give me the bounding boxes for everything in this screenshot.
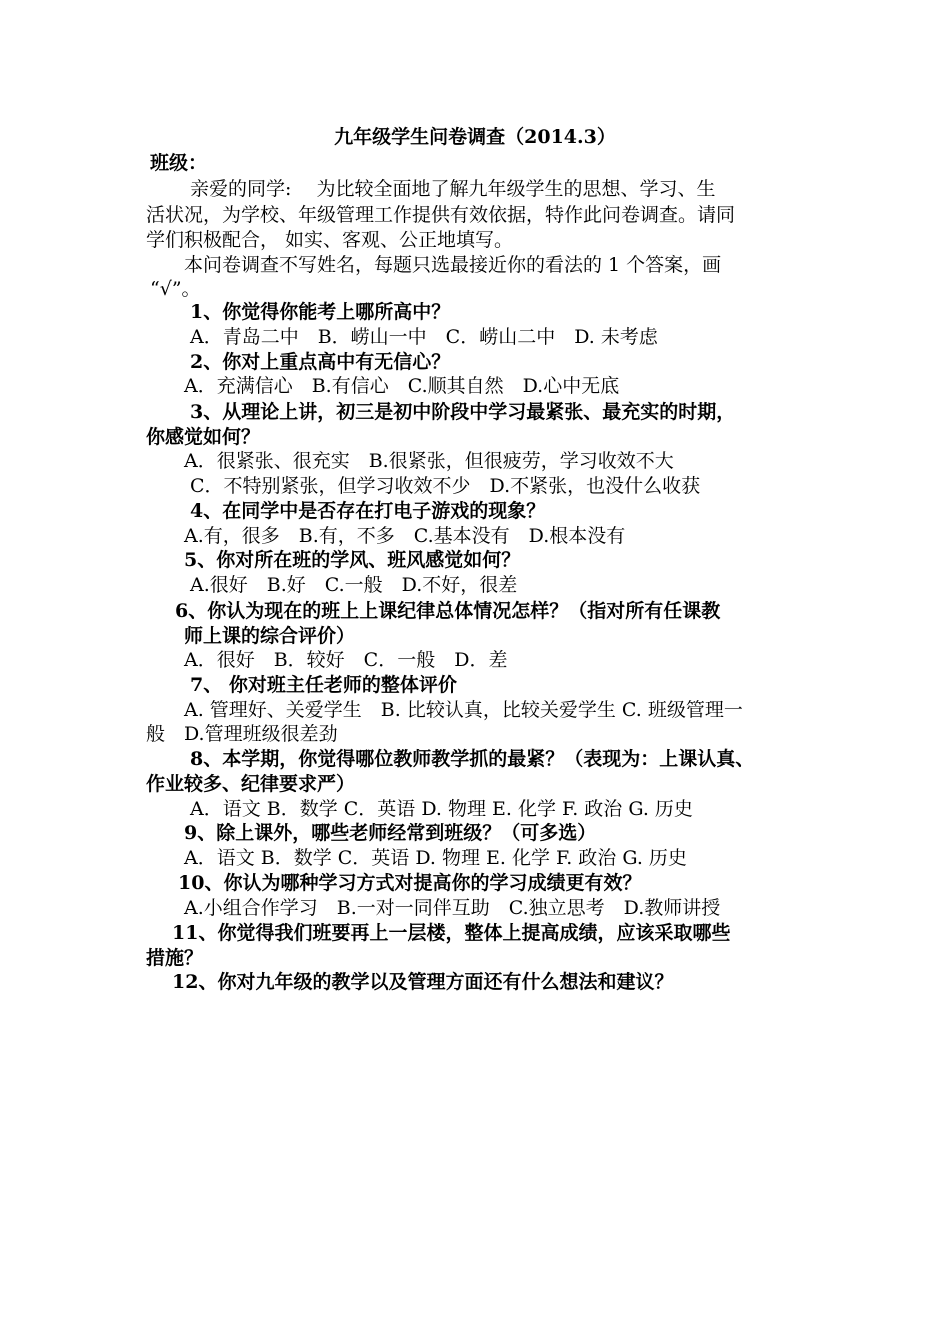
question-12: 12、你对九年级的教学以及管理方面还有什么想法和建议？ — [172, 971, 674, 993]
answer-7-line-1: A. 管理好、关爱学生 B. 比较认真，比较关爱学生 C. 班级管理一 — [184, 699, 743, 721]
question-4: 4、在同学中是否存在打电子游戏的现象？ — [190, 500, 546, 522]
question-3-line-2: 你感觉如何？ — [146, 426, 261, 448]
answer-3-line-1: A．很紧张、很充实 B.很紧张，但很疲劳，学习收效不大 — [184, 450, 674, 472]
answer-10: A.小组合作学习 B.一对一同伴互助 C.独立思考 D.教师讲授 — [184, 897, 721, 919]
question-2: 2、你对上重点高中有无信心？ — [190, 351, 451, 373]
question-1: 1、你觉得你能考上哪所高中？ — [190, 301, 451, 323]
answer-9: A．语文 B．数学 C．英语 D. 物理 E. 化学 F. 政治 G. 历史 — [184, 847, 687, 869]
question-11-line-1: 11、你觉得我们班要再上一层楼，整体上提高成绩，应该采取哪些 — [172, 922, 731, 944]
document-title: 九年级学生问卷调查（2014.3） — [334, 126, 616, 148]
answer-2: A．充满信心 B.有信心 C.顺其自然 D.心中无底 — [184, 375, 620, 397]
question-6-line-2: 师上课的综合评价） — [184, 625, 356, 647]
answer-1: A．青岛二中 B．崂山一中 C．崂山二中 D. 未考虑 — [190, 326, 658, 348]
question-5: 5、你对所在班的学风、班风感觉如何？ — [184, 549, 521, 571]
intro-line-3: 学们积极配合， 如实、客观、公正地填写。 — [146, 229, 514, 251]
answer-6: A．很好 B．较好 C．一般 D．差 — [184, 649, 508, 671]
question-7: 7、 你对班主任老师的整体评价 — [190, 674, 457, 696]
class-label: 班级： — [150, 152, 208, 174]
intro-line-2: 活状况，为学校、年级管理工作提供有效依据，特作此问卷调查。请同 — [146, 204, 736, 226]
answer-5: A.很好 B.好 C.一般 D.不好，很差 — [190, 574, 518, 596]
question-11-line-2: 措施？ — [146, 947, 204, 969]
question-6-line-1: 6、你认为现在的班上上课纪律总体情况怎样？（指对所有任课教 — [175, 600, 721, 622]
answer-3-line-2: C．不特别紧张，但学习收效不少 D.不紧张，也没什么收获 — [190, 475, 701, 497]
intro-line-5: “√”。 — [150, 278, 201, 300]
question-8-line-1: 8、本学期，你觉得哪位教师教学抓的最紧？（表现为：上课认真、 — [190, 748, 755, 770]
answer-7-line-2: 般 D.管理班级很差劲 — [146, 723, 338, 745]
question-9: 9、除上课外，哪些老师经常到班级？（可多选） — [184, 822, 597, 844]
intro-line-1: 亲爱的同学: 为比较全面地了解九年级学生的思想、学习、生 — [190, 178, 716, 200]
question-3-line-1: 3、从理论上讲，初三是初中阶段中学习最紧张、最充实的时期， — [190, 401, 736, 423]
intro-line-4: 本问卷调查不写姓名，每题只选最接近你的看法的 1 个答案，画 — [184, 254, 722, 276]
question-8-line-2: 作业较多、纪律要求严） — [146, 773, 356, 795]
answer-8: A．语文 B．数学 C．英语 D. 物理 E. 化学 F. 政治 G. 历史 — [190, 798, 693, 820]
question-10: 10、你认为哪种学习方式对提高你的学习成绩更有效？ — [178, 872, 642, 894]
answer-4: A.有，很多 B.有，不多 C.基本没有 D.根本没有 — [184, 525, 626, 547]
